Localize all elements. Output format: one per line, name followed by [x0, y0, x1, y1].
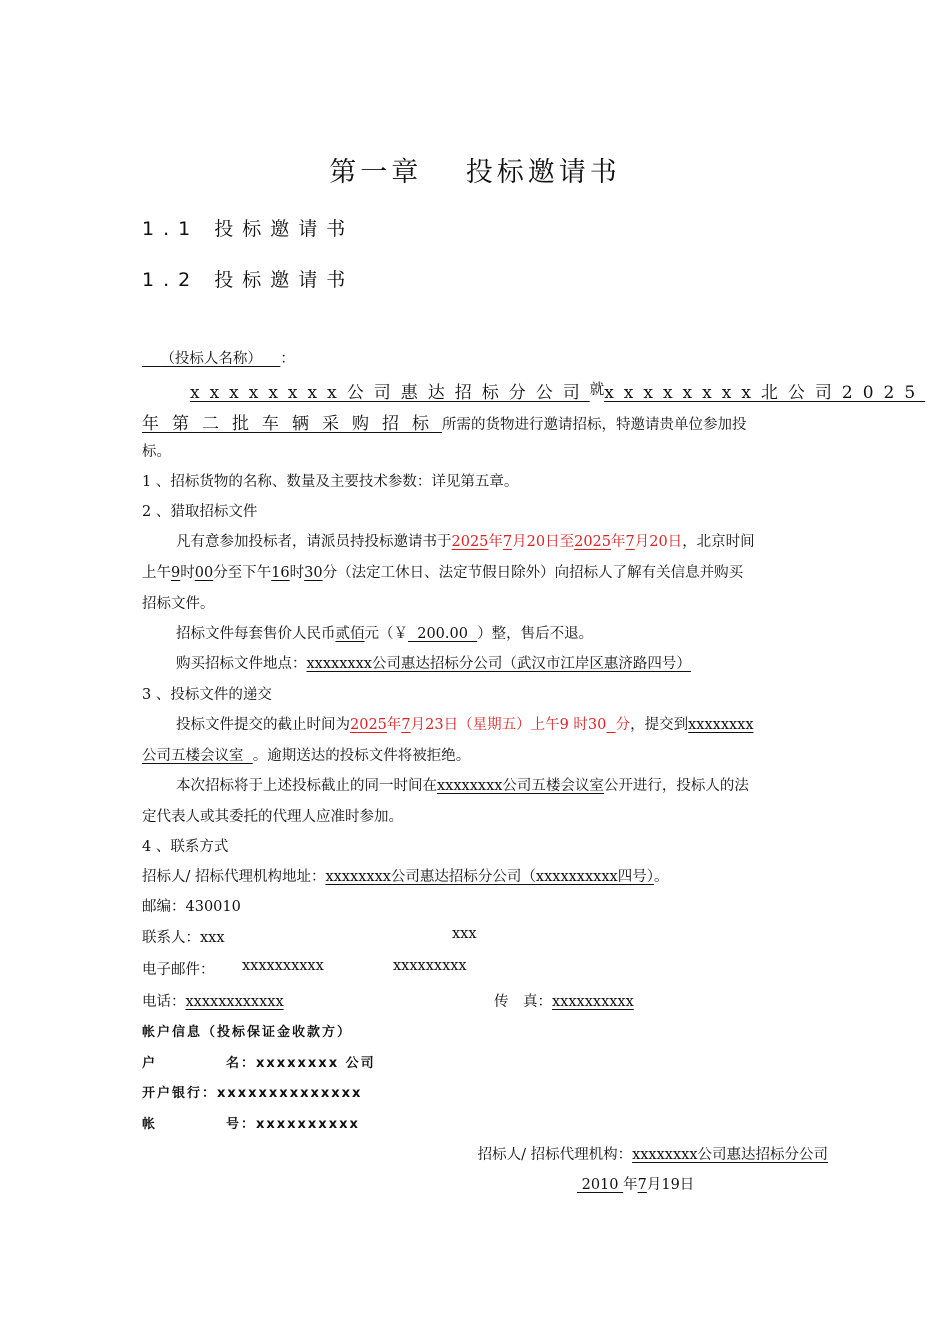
contact-phone: 电话：xxxxxxxxxxxx — [142, 994, 284, 1010]
intro-line-2 — [142, 409, 747, 434]
account-name-value: 名：xxxxxxxx 公司 — [226, 1056, 376, 1071]
purchase-time-line-3: 招标文件。 — [142, 596, 215, 612]
signature-date: 2010 年7月19日 — [577, 1177, 695, 1193]
contact-email-1: xxxxxxxxxx — [242, 958, 324, 974]
page-title: 第一章 投标邀请书 — [329, 157, 621, 188]
section-heading-1-2: 1.2 投标邀请书 — [142, 269, 355, 291]
contact-email-label: 电子邮件： — [142, 962, 215, 978]
account-heading: 帐户信息（投标保证金收款方） — [142, 1025, 353, 1040]
section-heading-1-1: 1.1 投标邀请书 — [142, 218, 355, 240]
intro-line-1 — [190, 378, 926, 403]
addressee-line — [142, 347, 295, 368]
intro-mid: 就 — [589, 382, 605, 398]
deadline-line-1: 投标文件提交的截止时间为2025年7月23日（星期五）上午9 时30 分，提交到xxxxxxxx — [176, 717, 754, 733]
opening-line-1: 本次招标将于上述投标截止的同一时间在xxxxxxxx公司五楼会议室公开进行，投标人的法 — [176, 778, 749, 794]
buy-place-line: 购买招标文件地点：xxxxxxxx公司惠达招标分公司（武汉市江岸区惠济路四号） — [176, 656, 691, 672]
account-name-label: 户 — [142, 1056, 158, 1071]
contact-fax: 传 真：xxxxxxxxxx — [494, 994, 634, 1010]
account-number-label: 帐 — [142, 1117, 158, 1132]
item-1: 1 、招标货物的名称、数量及主要技术参数：详见第五章。 — [142, 474, 519, 490]
addressee-colon: ： — [280, 351, 295, 367]
intro-project-b: 年第二批车辆采购招标 — [142, 414, 442, 434]
contact-person: 联系人：xxx — [142, 930, 225, 946]
price-line: 招标文件每套售价人民币贰佰元（￥ 200.00 ）整，售后不退。 — [176, 626, 594, 642]
contact-zip: 邮编：430010 — [142, 899, 241, 915]
intro-tail: 所需的货物进行邀请招标，特邀请贵单位参加投 — [442, 417, 747, 433]
opening-line-2: 定代表人或其委托的代理人应准时参加。 — [142, 809, 403, 825]
item-3: 3 、投标文件的递交 — [142, 687, 272, 703]
intro-project-a: xxxxxxxx北公司2025 — [604, 383, 926, 403]
contact-person-2: xxx — [452, 926, 477, 942]
contact-email-2: xxxxxxxxx — [393, 958, 467, 974]
purchase-time-line-1: 凡有意参加投标者，请派员持投标邀请书于2025年7月20日至2025年7月20日，北京时间 — [176, 534, 755, 550]
account-bank: 开户银行：xxxxxxxxxxxxxx — [142, 1086, 363, 1101]
purchase-time-line-2: 上午9时00分至下午16时30分（法定工休日、法定节假日除外）向招标人了解有关信息并购买 — [142, 565, 744, 581]
account-number-value: 号：xxxxxxxxxx — [226, 1117, 360, 1132]
signature-org: 招标人/ 招标代理机构：xxxxxxxx公司惠达招标分公司 — [477, 1147, 828, 1163]
item-4: 4 、联系方式 — [142, 839, 229, 855]
intro-tail-2: 标。 — [142, 444, 171, 460]
addressee-name: （投标人名称） — [160, 351, 262, 367]
deadline-line-2: 公司五楼会议室 。逾期送达的投标文件将被拒绝。 — [142, 748, 471, 764]
item-2: 2 、猎取招标文件 — [142, 504, 258, 520]
contact-address: 招标人/ 招标代理机构地址：xxxxxxxx公司惠达招标分公司（xxxxxxxxxx四号）。 — [142, 869, 669, 885]
intro-org: xxxxxxxx公司惠达招标分公司 — [190, 383, 590, 403]
